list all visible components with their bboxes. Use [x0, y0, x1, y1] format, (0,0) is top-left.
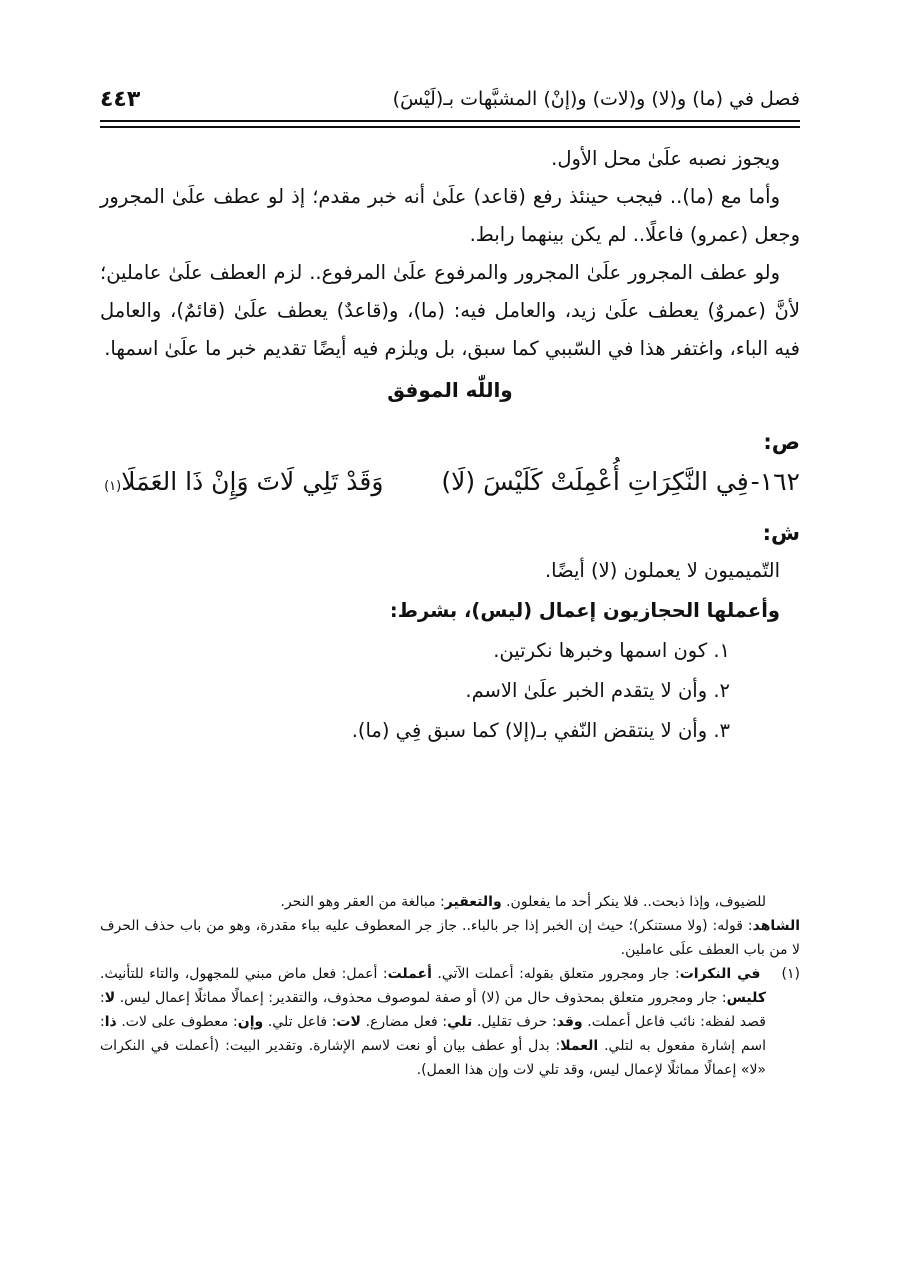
footnote-1: (١) في النكرات: جار ومجرور متعلق بقوله: أعملت الآتي. أعملت: أعمل: فعل ماض مبني للمجهول، والتاء للتأنيث. كليس: جار ومجرور متعلق بمحذوف حال من (لا) أو صفة لموصوف محذوف، والتقدير: إعمالًا مماثلًا إعمال ليس. لا: قصد لفظه: نائب فاعل أعملت. وقد: حرف تقليل. تلي: فعل مضارع. لات: فاعل تلي. وإن: معطوف على لات. ذا: اسم إشارة مفعول به لتلي. العملا: بدل أو عطف بيان أو نعت لاسم الإشارة. وتقدير البيت: (أعملت في النكرات «لا» إعمالًا مماثلًا لإعمال ليس، وقد تلي لات وإن هذا العمل).: [100, 962, 800, 1082]
tamimi-line: التّميميون لا يعملون (لا) أيضًا.: [544, 559, 780, 582]
verse-number: ١٦٢-: [750, 467, 800, 496]
condition-2: ٢. وأن لا يتقدم الخبر علَىٰ الاسم.: [465, 679, 730, 702]
page-number: ٤٤٣: [100, 86, 141, 112]
footnotes-section: [100, 890, 800, 1082]
main-text: [100, 140, 800, 751]
verse-first-half: فِي النَّكِرَاتِ أُعْمِلَتْ كَلَيْسَ (لَا): [441, 467, 749, 496]
footnote-continuation-1: للضيوف، وإذا ذبحت.. فلا ينكر أحد ما يفعلون. والتعقير: مبالغة من العقر وهو النحر.: [280, 894, 766, 910]
condition-1: ١. كون اسمها وخبرها نكرتين.: [493, 639, 730, 662]
paragraph-2: وأما مع (ما).. فيجب حينئذ رفع (قاعد) علَىٰ أنه خبر مقدم؛ إذ لو عطف علَىٰ المجرور وجعل (عمرو) فاعلًا.. لم يكن بينهما رابط.: [100, 185, 800, 246]
header-rule-thick: [100, 120, 800, 122]
closing-phrase: واللّٰه الموفق: [387, 378, 513, 402]
condition-3: ٣. وأن لا ينتقض النّفي بـ(إلا) كما سبق فِي (ما).: [351, 719, 730, 742]
paragraph-1: ويجوز نصبه علَىٰ محل الأول.: [551, 147, 780, 170]
footnote-continuation-2: الشاهد: قوله: (ولا مستنكر)؛ حيث إن الخبر إذا جر بالباء.. جاز جر المعطوف عليه بباء مقدرة، وهو من باب حذف الحرف لا من باب العطف علَى عاملين.: [100, 918, 800, 958]
header-rule-thin: [100, 126, 800, 128]
sad-label: ص:: [763, 430, 800, 454]
verse-footnote-ref[interactable]: (١): [104, 479, 122, 494]
verse-162: [100, 460, 800, 509]
verse-second-half: وَقَدْ تَلِي لَاتَ وَإِنْ ذَا العَمَلَا: [121, 467, 384, 496]
page-header: [100, 84, 800, 114]
shin-label: ش:: [762, 521, 800, 545]
hijazi-line: وأعملها الحجازيون إعمال (ليس)، بشرط:: [389, 599, 780, 622]
paragraph-3: ولو عطف المجرور علَىٰ المجرور والمرفوع علَىٰ المرفوع.. لزم العطف علَىٰ عاملين؛ لأنَّ (عمروٌ) يعطف علَىٰ زيد، والعامل فيه: (ما)، و(قاعدٌ) يعطف علَىٰ (قائمٌ)، والعامل فيه الباء، واغتفر هذا في السّببي كما سبق، بل ويلزم فيه أيضًا تقديم خبر ما علَىٰ اسمها.: [100, 261, 800, 360]
footnote-1-number: (١): [781, 966, 801, 982]
chapter-title: فصل في (ما) و(لا) و(لات) و(إنْ) المشبَّهات بـ(لَيْسَ): [392, 88, 800, 110]
